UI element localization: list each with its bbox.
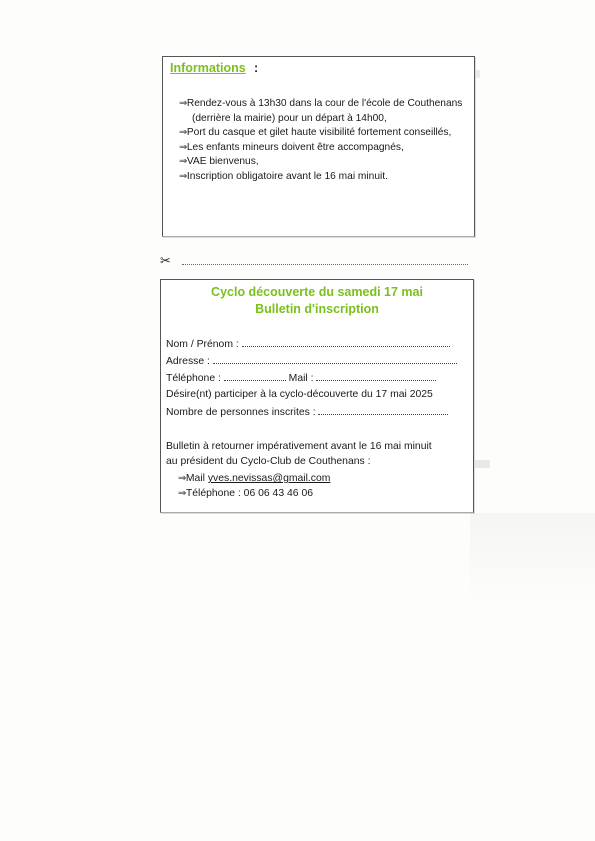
name-label: Nom / Prénom : bbox=[166, 339, 239, 350]
mail-label: Mail : bbox=[288, 373, 314, 384]
dotted-cut-guide bbox=[182, 264, 468, 265]
contact-email bbox=[178, 472, 330, 486]
phone-mail-field bbox=[166, 371, 436, 386]
informations-title: Informations bbox=[170, 61, 246, 75]
arrow-icon: ⇒ bbox=[179, 156, 187, 168]
informations-colon: : bbox=[254, 61, 259, 75]
mail-fill-line[interactable] bbox=[316, 371, 436, 381]
phone-fill-line[interactable] bbox=[224, 371, 286, 381]
count-field bbox=[166, 405, 448, 420]
cut-line bbox=[160, 255, 470, 269]
contact-email-link[interactable]: yves.nevissas@gmail.com bbox=[207, 473, 331, 484]
contact-phone bbox=[178, 487, 313, 501]
informations-list bbox=[179, 97, 469, 185]
count-label: Nombre de personnes inscrites : bbox=[166, 407, 316, 418]
arrow-icon: ⇒ bbox=[178, 473, 186, 484]
form-title: Cyclo découverte du samedi 17 mai bbox=[211, 285, 423, 299]
list-item: ⇒Port du casque et gilet haute visibilité fortement conseillés, bbox=[179, 127, 452, 139]
scissors-icon: ✂ bbox=[160, 253, 171, 268]
arrow-icon: ⇒ bbox=[179, 98, 187, 109]
count-fill-line[interactable] bbox=[318, 405, 448, 415]
informations-box bbox=[162, 56, 475, 237]
registration-form-box bbox=[160, 279, 474, 513]
list-item: ⇒Inscription obligatoire avant le 16 mai minuit. bbox=[179, 170, 388, 182]
name-fill-line[interactable] bbox=[242, 337, 450, 347]
address-field bbox=[166, 354, 457, 369]
list-item: ⇒VAE bienvenus, bbox=[179, 156, 259, 168]
paper-fold-shadow bbox=[470, 513, 595, 608]
address-label: Adresse : bbox=[166, 356, 210, 367]
list-item: ⇒Rendez-vous à 13h30 dans la cour de l'école de Couthenans (derrière la mairie) pour un départ à 14h00, bbox=[179, 98, 463, 124]
list-item: ⇒Les enfants mineurs doivent être accompagnés, bbox=[179, 141, 404, 153]
participation-line: Désire(nt) participer à la cyclo-découverte du 17 mai 2025 bbox=[166, 389, 433, 400]
arrow-icon: ⇒ bbox=[178, 488, 186, 499]
return-note-line1: Bulletin à retourner impérativement avant le 16 mai minuit bbox=[166, 441, 432, 452]
contact-phone-label: Téléphone : bbox=[185, 488, 244, 499]
arrow-icon: ⇒ bbox=[179, 141, 187, 153]
phone-label: Téléphone : bbox=[166, 373, 221, 384]
arrow-icon: ⇒ bbox=[179, 170, 187, 182]
return-note-line2: au président du Cyclo-Club de Couthenans : bbox=[166, 456, 371, 467]
contact-email-label: Mail bbox=[185, 473, 208, 484]
arrow-icon: ⇒ bbox=[179, 127, 187, 139]
form-subtitle: Bulletin d'inscription bbox=[255, 302, 379, 316]
contact-phone-value: 06 06 43 46 06 bbox=[243, 488, 314, 499]
address-fill-line[interactable] bbox=[213, 354, 457, 364]
name-field bbox=[166, 337, 450, 352]
